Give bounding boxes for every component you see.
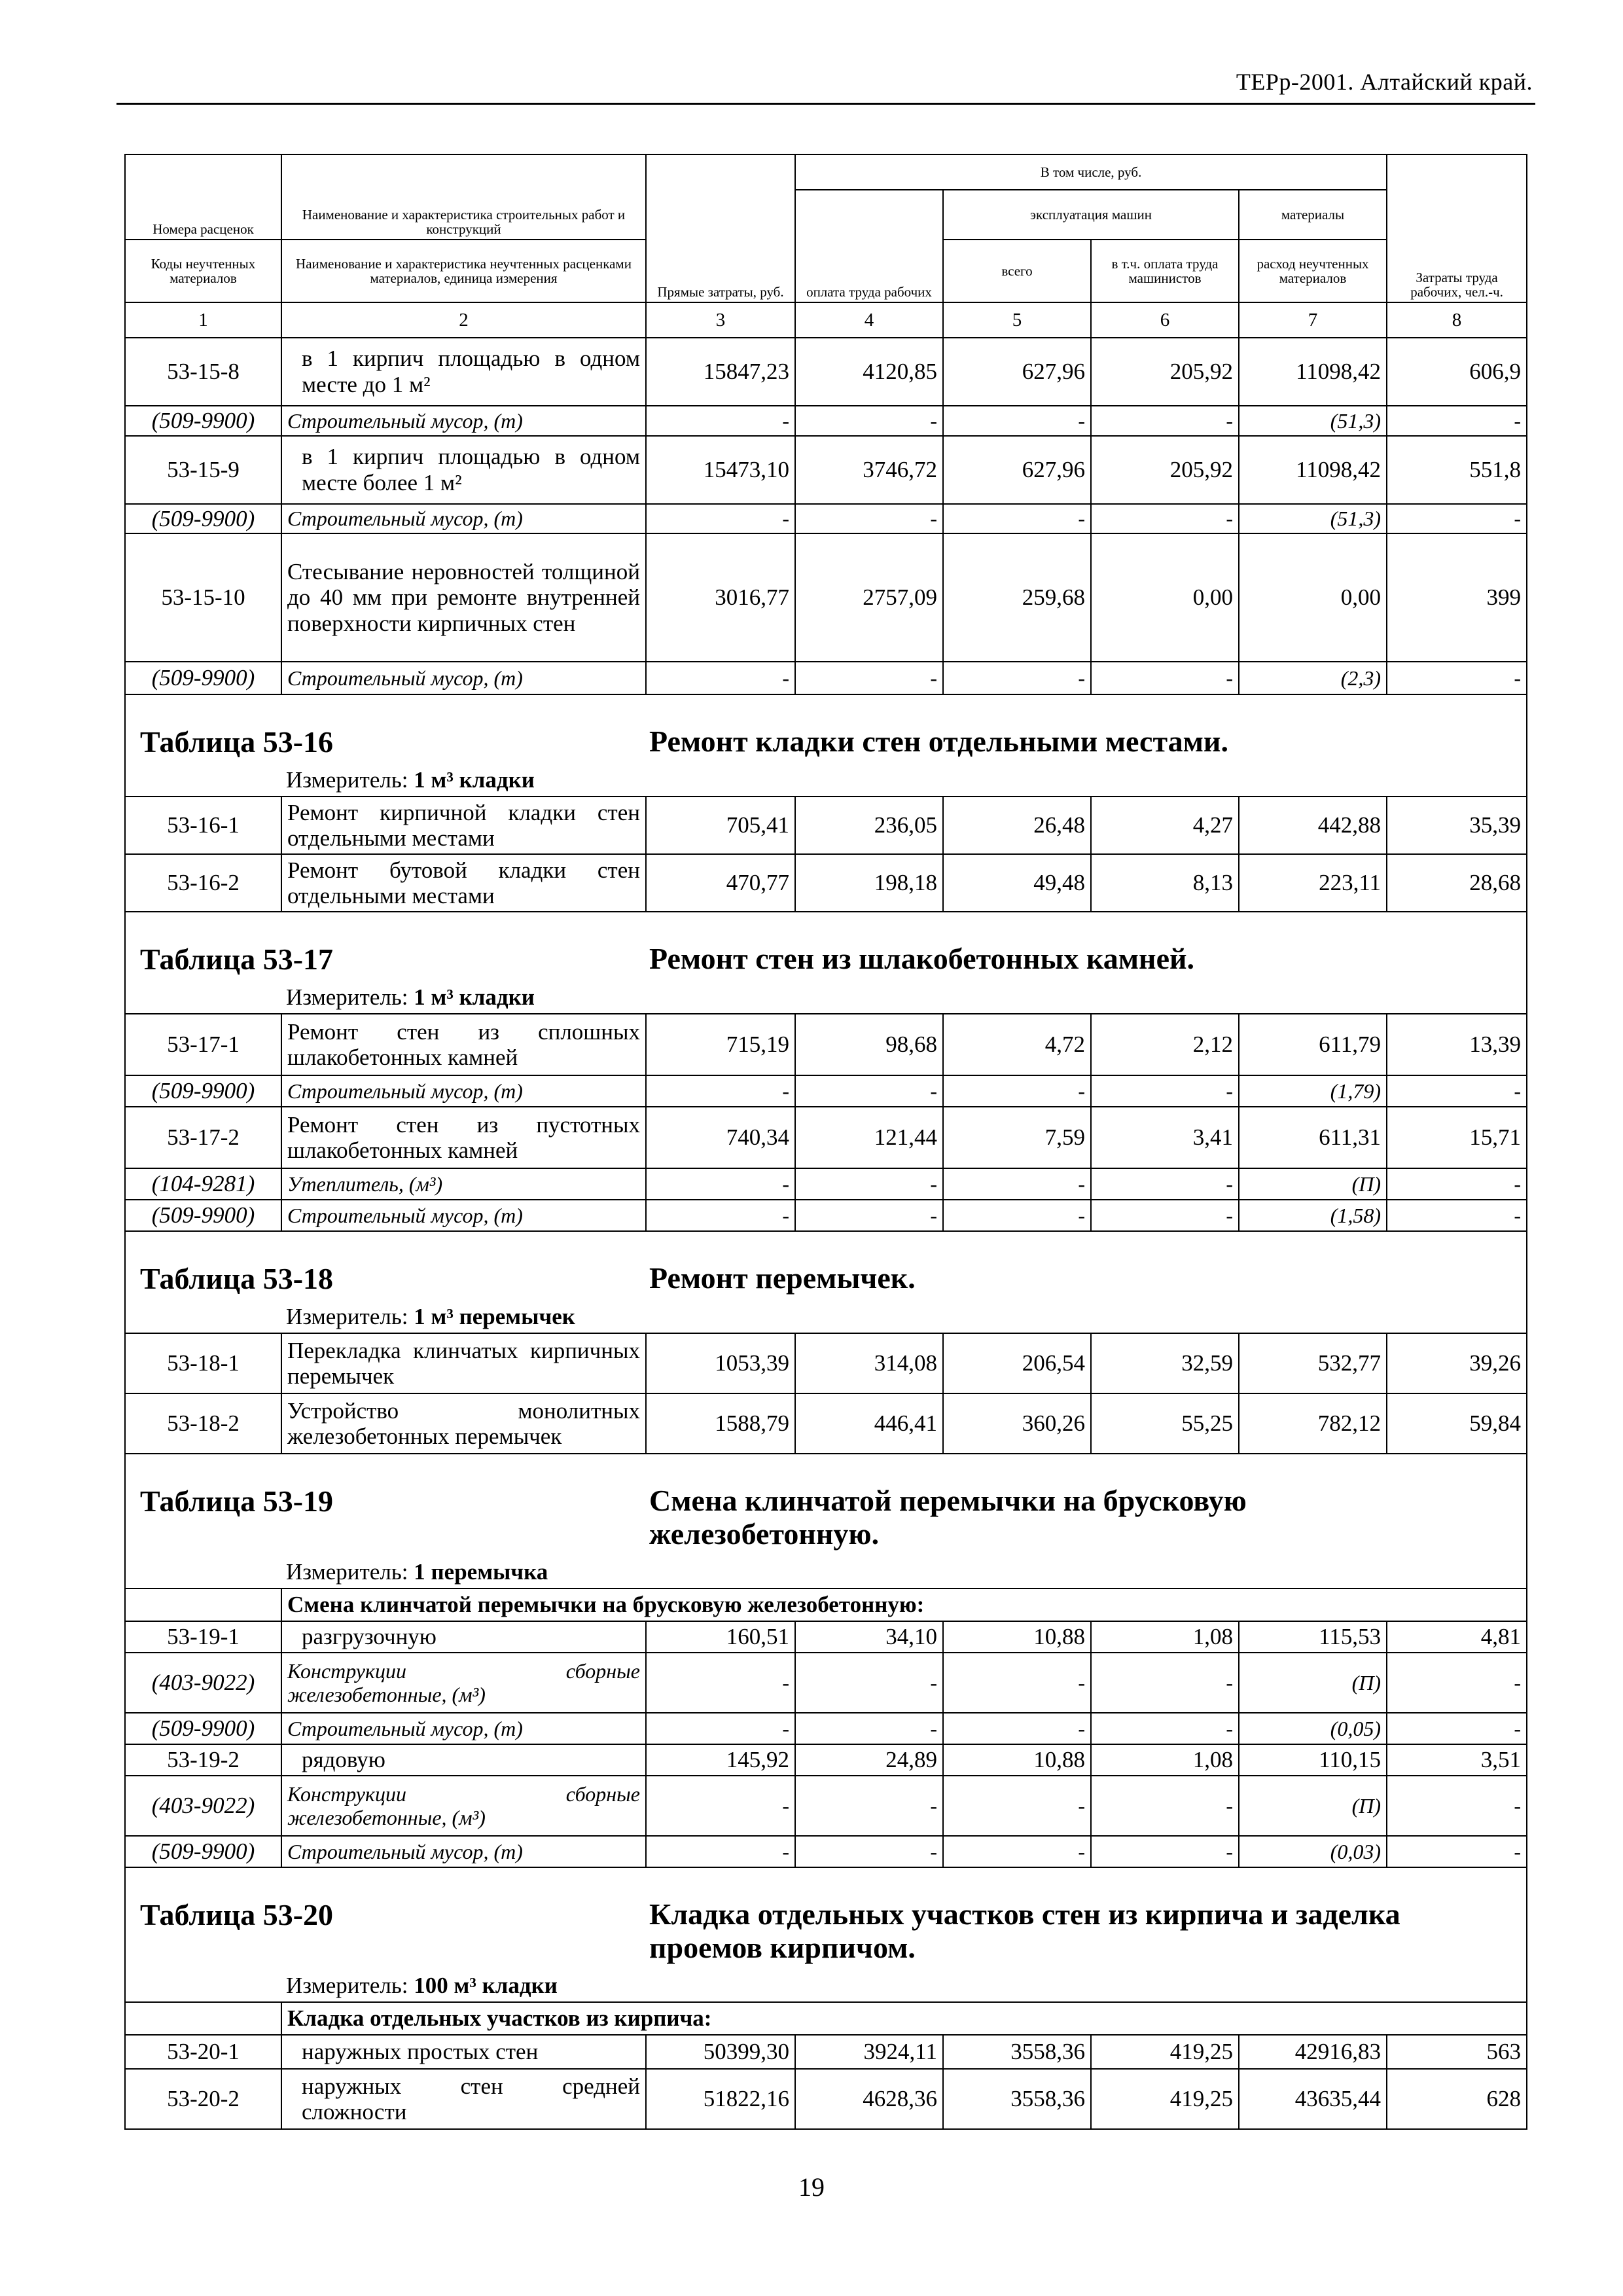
labor-cost: 2757,09	[795, 533, 943, 662]
labor-hours: 13,39	[1387, 1014, 1527, 1075]
material-row	[125, 1713, 1527, 1744]
header-col3: Прямые затраты, руб.	[646, 154, 795, 302]
labor-hours: 15,71	[1387, 1107, 1527, 1168]
rate-row	[125, 1621, 1527, 1653]
material-name: Строительный мусор, (т)	[281, 504, 646, 534]
rate-name: Стесывание неровностей толщиной до 40 мм при ремонте внутренней поверхности кирпичных стен	[281, 533, 646, 662]
unit-prefix: Измеритель:	[286, 1973, 408, 1999]
direct-cost: 715,19	[646, 1014, 795, 1075]
material-cost: (П)	[1239, 1776, 1387, 1836]
table-title: Кладка отдельных участков стен из кирпича и заделка проемов кирпичом.	[649, 1897, 1400, 1964]
machine-cost: -	[943, 1776, 1091, 1836]
machine-cost: 4,72	[943, 1014, 1091, 1075]
unit-line	[286, 1973, 558, 1999]
table-label: Таблица 53-16	[140, 725, 334, 759]
header-col1-top: Номера расценок	[125, 154, 281, 240]
col-number: 2	[281, 302, 646, 338]
rate-row	[125, 1014, 1527, 1075]
header-col7: расход неучтенных материалов	[1239, 240, 1387, 302]
header-col5: всего	[943, 240, 1091, 302]
machine-cost: 26,48	[943, 797, 1091, 854]
material-row	[125, 1075, 1527, 1107]
material-cost: 11098,42	[1239, 338, 1387, 406]
unit-prefix: Измеритель:	[286, 767, 408, 793]
col-number: 5	[943, 302, 1091, 338]
rate-code: 53-17-1	[125, 1014, 281, 1075]
machine-cost: 7,59	[943, 1107, 1091, 1168]
material-row	[125, 504, 1527, 534]
labor-cost: -	[795, 1653, 943, 1713]
material-code: (509-9900)	[125, 1200, 281, 1231]
machine-cost: -	[943, 662, 1091, 694]
direct-cost: -	[646, 1713, 795, 1744]
machinist-cost: 3,41	[1091, 1107, 1239, 1168]
material-name: Строительный мусор, (т)	[281, 662, 646, 694]
material-cost: 611,31	[1239, 1107, 1387, 1168]
unit-value: 100 м³ кладки	[414, 1973, 558, 1999]
material-cost: (2,3)	[1239, 662, 1387, 694]
labor-hours: 3,51	[1387, 1744, 1527, 1776]
rate-code: 53-15-8	[125, 338, 281, 406]
machine-cost: -	[943, 1653, 1091, 1713]
machinist-cost: 32,59	[1091, 1333, 1239, 1393]
machine-cost: 206,54	[943, 1333, 1091, 1393]
rate-name: Ремонт бутовой кладки стен отдельными местами	[281, 854, 646, 912]
direct-cost: 1053,39	[646, 1333, 795, 1393]
section-header	[125, 694, 1527, 797]
direct-cost: -	[646, 1836, 795, 1867]
table-title: Ремонт стен из шлакобетонных камней.	[649, 942, 1194, 976]
labor-hours: -	[1387, 1713, 1527, 1744]
direct-cost: -	[646, 1200, 795, 1231]
material-cost: (51,3)	[1239, 504, 1387, 534]
rate-code: 53-20-1	[125, 2035, 281, 2069]
material-row	[125, 1653, 1527, 1713]
material-name: Конструкции сборные железобетонные, (м³)	[281, 1653, 646, 1713]
material-cost: 782,12	[1239, 1393, 1387, 1454]
material-cost: 223,11	[1239, 854, 1387, 912]
material-name: Строительный мусор, (т)	[281, 406, 646, 436]
col-number: 3	[646, 302, 795, 338]
machinist-cost: -	[1091, 406, 1239, 436]
labor-hours: -	[1387, 1075, 1527, 1107]
rate-code: 53-18-1	[125, 1333, 281, 1393]
material-cost: 532,77	[1239, 1333, 1387, 1393]
col-number: 8	[1387, 302, 1527, 338]
machine-cost: 49,48	[943, 854, 1091, 912]
rate-row	[125, 436, 1527, 504]
rate-name: в 1 кирпич площадью в одном месте более 1 м²	[281, 436, 646, 504]
rate-name: в 1 кирпич площадью в одном месте до 1 м²	[281, 338, 646, 406]
direct-cost: 705,41	[646, 797, 795, 854]
rate-code: 53-16-1	[125, 797, 281, 854]
material-code: (104-9281)	[125, 1168, 281, 1200]
labor-cost: -	[795, 1168, 943, 1200]
col-number: 4	[795, 302, 943, 338]
rate-code: 53-17-2	[125, 1107, 281, 1168]
rate-code: 53-19-1	[125, 1621, 281, 1653]
machinist-cost: 1,08	[1091, 1621, 1239, 1653]
labor-cost: 446,41	[795, 1393, 943, 1454]
labor-hours: -	[1387, 1776, 1527, 1836]
rate-row	[125, 797, 1527, 854]
labor-cost: 314,08	[795, 1333, 943, 1393]
header-col1-bottom: Коды неучтенных материалов	[125, 240, 281, 302]
material-code: (403-9022)	[125, 1653, 281, 1713]
group-title: Кладка отдельных участков из кирпича:	[281, 2002, 1527, 2035]
header-col6: в т.ч. оплата труда машинистов	[1091, 240, 1239, 302]
material-cost: (0,03)	[1239, 1836, 1387, 1867]
direct-cost: 50399,30	[646, 2035, 795, 2069]
rate-code: 53-16-2	[125, 854, 281, 912]
labor-hours: -	[1387, 406, 1527, 436]
rate-name: рядовую	[281, 1744, 646, 1776]
rates-table	[124, 154, 1527, 2130]
section-header	[125, 912, 1527, 1014]
direct-cost: 145,92	[646, 1744, 795, 1776]
rate-name: наружных простых стен	[281, 2035, 646, 2069]
material-name: Строительный мусор, (т)	[281, 1075, 646, 1107]
rate-code: 53-15-10	[125, 533, 281, 662]
machine-cost: -	[943, 1836, 1091, 1867]
labor-hours: -	[1387, 1168, 1527, 1200]
table-label: Таблица 53-20	[140, 1898, 334, 1932]
unit-line	[286, 1304, 575, 1330]
running-header: ТЕРр-2001. Алтайский край.	[1236, 69, 1533, 95]
group-row	[125, 1588, 1527, 1621]
material-code: (509-9900)	[125, 406, 281, 436]
machine-cost: 3558,36	[943, 2069, 1091, 2129]
direct-cost: -	[646, 1075, 795, 1107]
unit-value: 1 перемычка	[414, 1559, 548, 1585]
machine-cost: 3558,36	[943, 2035, 1091, 2069]
labor-cost: 121,44	[795, 1107, 943, 1168]
material-cost: (1,58)	[1239, 1200, 1387, 1231]
labor-hours: -	[1387, 662, 1527, 694]
labor-hours: 28,68	[1387, 854, 1527, 912]
material-cost: (51,3)	[1239, 406, 1387, 436]
machine-cost: 259,68	[943, 533, 1091, 662]
rate-name: разгрузочную	[281, 1621, 646, 1653]
material-code: (509-9900)	[125, 662, 281, 694]
rate-code: 53-18-2	[125, 1393, 281, 1454]
labor-hours: 563	[1387, 2035, 1527, 2069]
rate-code: 53-19-2	[125, 1744, 281, 1776]
labor-hours: 39,26	[1387, 1333, 1527, 1393]
labor-cost: 3924,11	[795, 2035, 943, 2069]
col-number: 7	[1239, 302, 1387, 338]
rate-row	[125, 338, 1527, 406]
labor-cost: 198,18	[795, 854, 943, 912]
header-col8: Затраты труда рабочих, чел.-ч.	[1387, 154, 1527, 302]
material-code: (509-9900)	[125, 1075, 281, 1107]
material-row	[125, 1836, 1527, 1867]
material-code: (509-9900)	[125, 504, 281, 534]
direct-cost: 15847,23	[646, 338, 795, 406]
labor-hours: 551,8	[1387, 436, 1527, 504]
machinist-cost: 205,92	[1091, 436, 1239, 504]
material-cost: (П)	[1239, 1653, 1387, 1713]
labor-cost: 4628,36	[795, 2069, 943, 2129]
direct-cost: 1588,79	[646, 1393, 795, 1454]
machine-cost: -	[943, 1075, 1091, 1107]
header-machines: эксплуатация машин	[943, 190, 1239, 240]
header-materials: материалы	[1239, 190, 1387, 240]
rate-name: Ремонт стен из сплошных шлакобетонных камней	[281, 1014, 646, 1075]
labor-hours: 628	[1387, 2069, 1527, 2129]
machinist-cost: -	[1091, 504, 1239, 534]
section-header	[125, 1454, 1527, 1588]
material-cost: 442,88	[1239, 797, 1387, 854]
material-name: Конструкции сборные железобетонные, (м³)	[281, 1776, 646, 1836]
rate-row	[125, 1744, 1527, 1776]
material-row	[125, 1200, 1527, 1231]
machinist-cost: -	[1091, 1075, 1239, 1107]
unit-prefix: Измеритель:	[286, 1304, 408, 1330]
rate-row	[125, 533, 1527, 662]
material-name: Строительный мусор, (т)	[281, 1713, 646, 1744]
material-row	[125, 1168, 1527, 1200]
machinist-cost: -	[1091, 1200, 1239, 1231]
machinist-cost: 419,25	[1091, 2035, 1239, 2069]
labor-hours: -	[1387, 1200, 1527, 1231]
labor-hours: -	[1387, 1653, 1527, 1713]
rate-row	[125, 1333, 1527, 1393]
material-cost: 0,00	[1239, 533, 1387, 662]
labor-cost: -	[795, 504, 943, 534]
labor-cost: -	[795, 1713, 943, 1744]
direct-cost: -	[646, 1776, 795, 1836]
material-cost: 611,79	[1239, 1014, 1387, 1075]
machine-cost: 10,88	[943, 1621, 1091, 1653]
direct-cost: -	[646, 504, 795, 534]
machinist-cost: -	[1091, 1653, 1239, 1713]
material-cost: (1,79)	[1239, 1075, 1387, 1107]
machine-cost: -	[943, 1200, 1091, 1231]
page-number: 19	[798, 2172, 825, 2202]
rate-name: Ремонт стен из пустотных шлакобетонных камней	[281, 1107, 646, 1168]
direct-cost: 51822,16	[646, 2069, 795, 2129]
unit-line	[286, 767, 535, 793]
machine-cost: -	[943, 1168, 1091, 1200]
machinist-cost: 8,13	[1091, 854, 1239, 912]
rate-name: наружных стен средней сложности	[281, 2069, 646, 2129]
material-code: (509-9900)	[125, 1836, 281, 1867]
material-cost: 115,53	[1239, 1621, 1387, 1653]
labor-cost: -	[795, 406, 943, 436]
group-title: Смена клинчатой перемычки на брусковую железобетонную:	[281, 1588, 1527, 1621]
table-label: Таблица 53-18	[140, 1262, 334, 1296]
labor-cost: -	[795, 662, 943, 694]
labor-hours: 606,9	[1387, 338, 1527, 406]
machinist-cost: -	[1091, 662, 1239, 694]
material-cost: 110,15	[1239, 1744, 1387, 1776]
table-title: Смена клинчатой перемычки на брусковую железобетонную.	[649, 1484, 1247, 1551]
machine-cost: 627,96	[943, 338, 1091, 406]
unit-prefix: Измеритель:	[286, 984, 408, 1011]
header-incl: В том числе, руб.	[795, 154, 1387, 190]
rate-code: 53-20-2	[125, 2069, 281, 2129]
table-label: Таблица 53-19	[140, 1484, 334, 1518]
direct-cost: -	[646, 1168, 795, 1200]
direct-cost: 470,77	[646, 854, 795, 912]
rate-row	[125, 1393, 1527, 1454]
machinist-cost: 4,27	[1091, 797, 1239, 854]
rate-row	[125, 2069, 1527, 2129]
unit-line	[286, 1559, 548, 1585]
direct-cost: -	[646, 406, 795, 436]
rate-row	[125, 2035, 1527, 2069]
table-title: Ремонт кладки стен отдельными местами.	[649, 725, 1228, 759]
header-col2-bottom: Наименование и характеристика неучтенных расценками материалов, единица измерения	[281, 240, 646, 302]
unit-value: 1 м³ кладки	[414, 984, 535, 1011]
material-name: Строительный мусор, (т)	[281, 1836, 646, 1867]
section-header	[125, 1867, 1527, 2002]
labor-cost: -	[795, 1836, 943, 1867]
table-title: Ремонт перемычек.	[649, 1261, 916, 1295]
machine-cost: 360,26	[943, 1393, 1091, 1454]
machine-cost: -	[943, 406, 1091, 436]
direct-cost: -	[646, 662, 795, 694]
material-row	[125, 406, 1527, 436]
labor-cost: 3746,72	[795, 436, 943, 504]
rate-row	[125, 1107, 1527, 1168]
labor-hours: 59,84	[1387, 1393, 1527, 1454]
machinist-cost: -	[1091, 1713, 1239, 1744]
direct-cost: -	[646, 1653, 795, 1713]
labor-hours: -	[1387, 1836, 1527, 1867]
machinist-cost: 419,25	[1091, 2069, 1239, 2129]
labor-hours: 35,39	[1387, 797, 1527, 854]
labor-cost: 4120,85	[795, 338, 943, 406]
section-header	[125, 1231, 1527, 1333]
machinist-cost: 0,00	[1091, 533, 1239, 662]
machine-cost: 627,96	[943, 436, 1091, 504]
machinist-cost: 2,12	[1091, 1014, 1239, 1075]
rate-name: Перекладка клинчатых кирпичных перемычек	[281, 1333, 646, 1393]
col-number: 1	[125, 302, 281, 338]
machine-cost: -	[943, 1713, 1091, 1744]
material-cost: (П)	[1239, 1168, 1387, 1200]
direct-cost: 160,51	[646, 1621, 795, 1653]
material-cost: (0,05)	[1239, 1713, 1387, 1744]
rate-code: 53-15-9	[125, 436, 281, 504]
labor-cost: 24,89	[795, 1744, 943, 1776]
rate-row	[125, 854, 1527, 912]
machinist-cost: -	[1091, 1836, 1239, 1867]
labor-hours: 399	[1387, 533, 1527, 662]
group-row	[125, 2002, 1527, 2035]
material-cost: 42916,83	[1239, 2035, 1387, 2069]
labor-cost: 98,68	[795, 1014, 943, 1075]
unit-value: 1 м³ кладки	[414, 767, 535, 793]
material-code: (403-9022)	[125, 1776, 281, 1836]
material-name: Строительный мусор, (т)	[281, 1200, 646, 1231]
material-cost: 11098,42	[1239, 436, 1387, 504]
header-rule	[116, 103, 1535, 105]
machinist-cost: 55,25	[1091, 1393, 1239, 1454]
direct-cost: 3016,77	[646, 533, 795, 662]
labor-hours: -	[1387, 504, 1527, 534]
unit-prefix: Измеритель:	[286, 1559, 408, 1585]
labor-cost: -	[795, 1200, 943, 1231]
labor-cost: 34,10	[795, 1621, 943, 1653]
direct-cost: 15473,10	[646, 436, 795, 504]
rate-name: Ремонт кирпичной кладки стен отдельными местами	[281, 797, 646, 854]
material-cost: 43635,44	[1239, 2069, 1387, 2129]
material-row	[125, 662, 1527, 694]
material-name: Утеплитель, (м³)	[281, 1168, 646, 1200]
header-col4: оплата труда рабочих	[795, 190, 943, 302]
material-code: (509-9900)	[125, 1713, 281, 1744]
unit-line	[286, 984, 535, 1011]
machinist-cost: -	[1091, 1168, 1239, 1200]
labor-hours: 4,81	[1387, 1621, 1527, 1653]
col-number: 6	[1091, 302, 1239, 338]
labor-cost: -	[795, 1075, 943, 1107]
unit-value: 1 м³ перемычек	[414, 1304, 575, 1330]
machinist-cost: -	[1091, 1776, 1239, 1836]
labor-cost: 236,05	[795, 797, 943, 854]
machinist-cost: 1,08	[1091, 1744, 1239, 1776]
header-col2-top: Наименование и характеристика строительных работ и конструкций	[281, 154, 646, 240]
direct-cost: 740,34	[646, 1107, 795, 1168]
material-row	[125, 1776, 1527, 1836]
machine-cost: -	[943, 504, 1091, 534]
table-label: Таблица 53-17	[140, 942, 334, 977]
rate-name: Устройство монолитных железобетонных перемычек	[281, 1393, 646, 1454]
machine-cost: 10,88	[943, 1744, 1091, 1776]
machinist-cost: 205,92	[1091, 338, 1239, 406]
labor-cost: -	[795, 1776, 943, 1836]
